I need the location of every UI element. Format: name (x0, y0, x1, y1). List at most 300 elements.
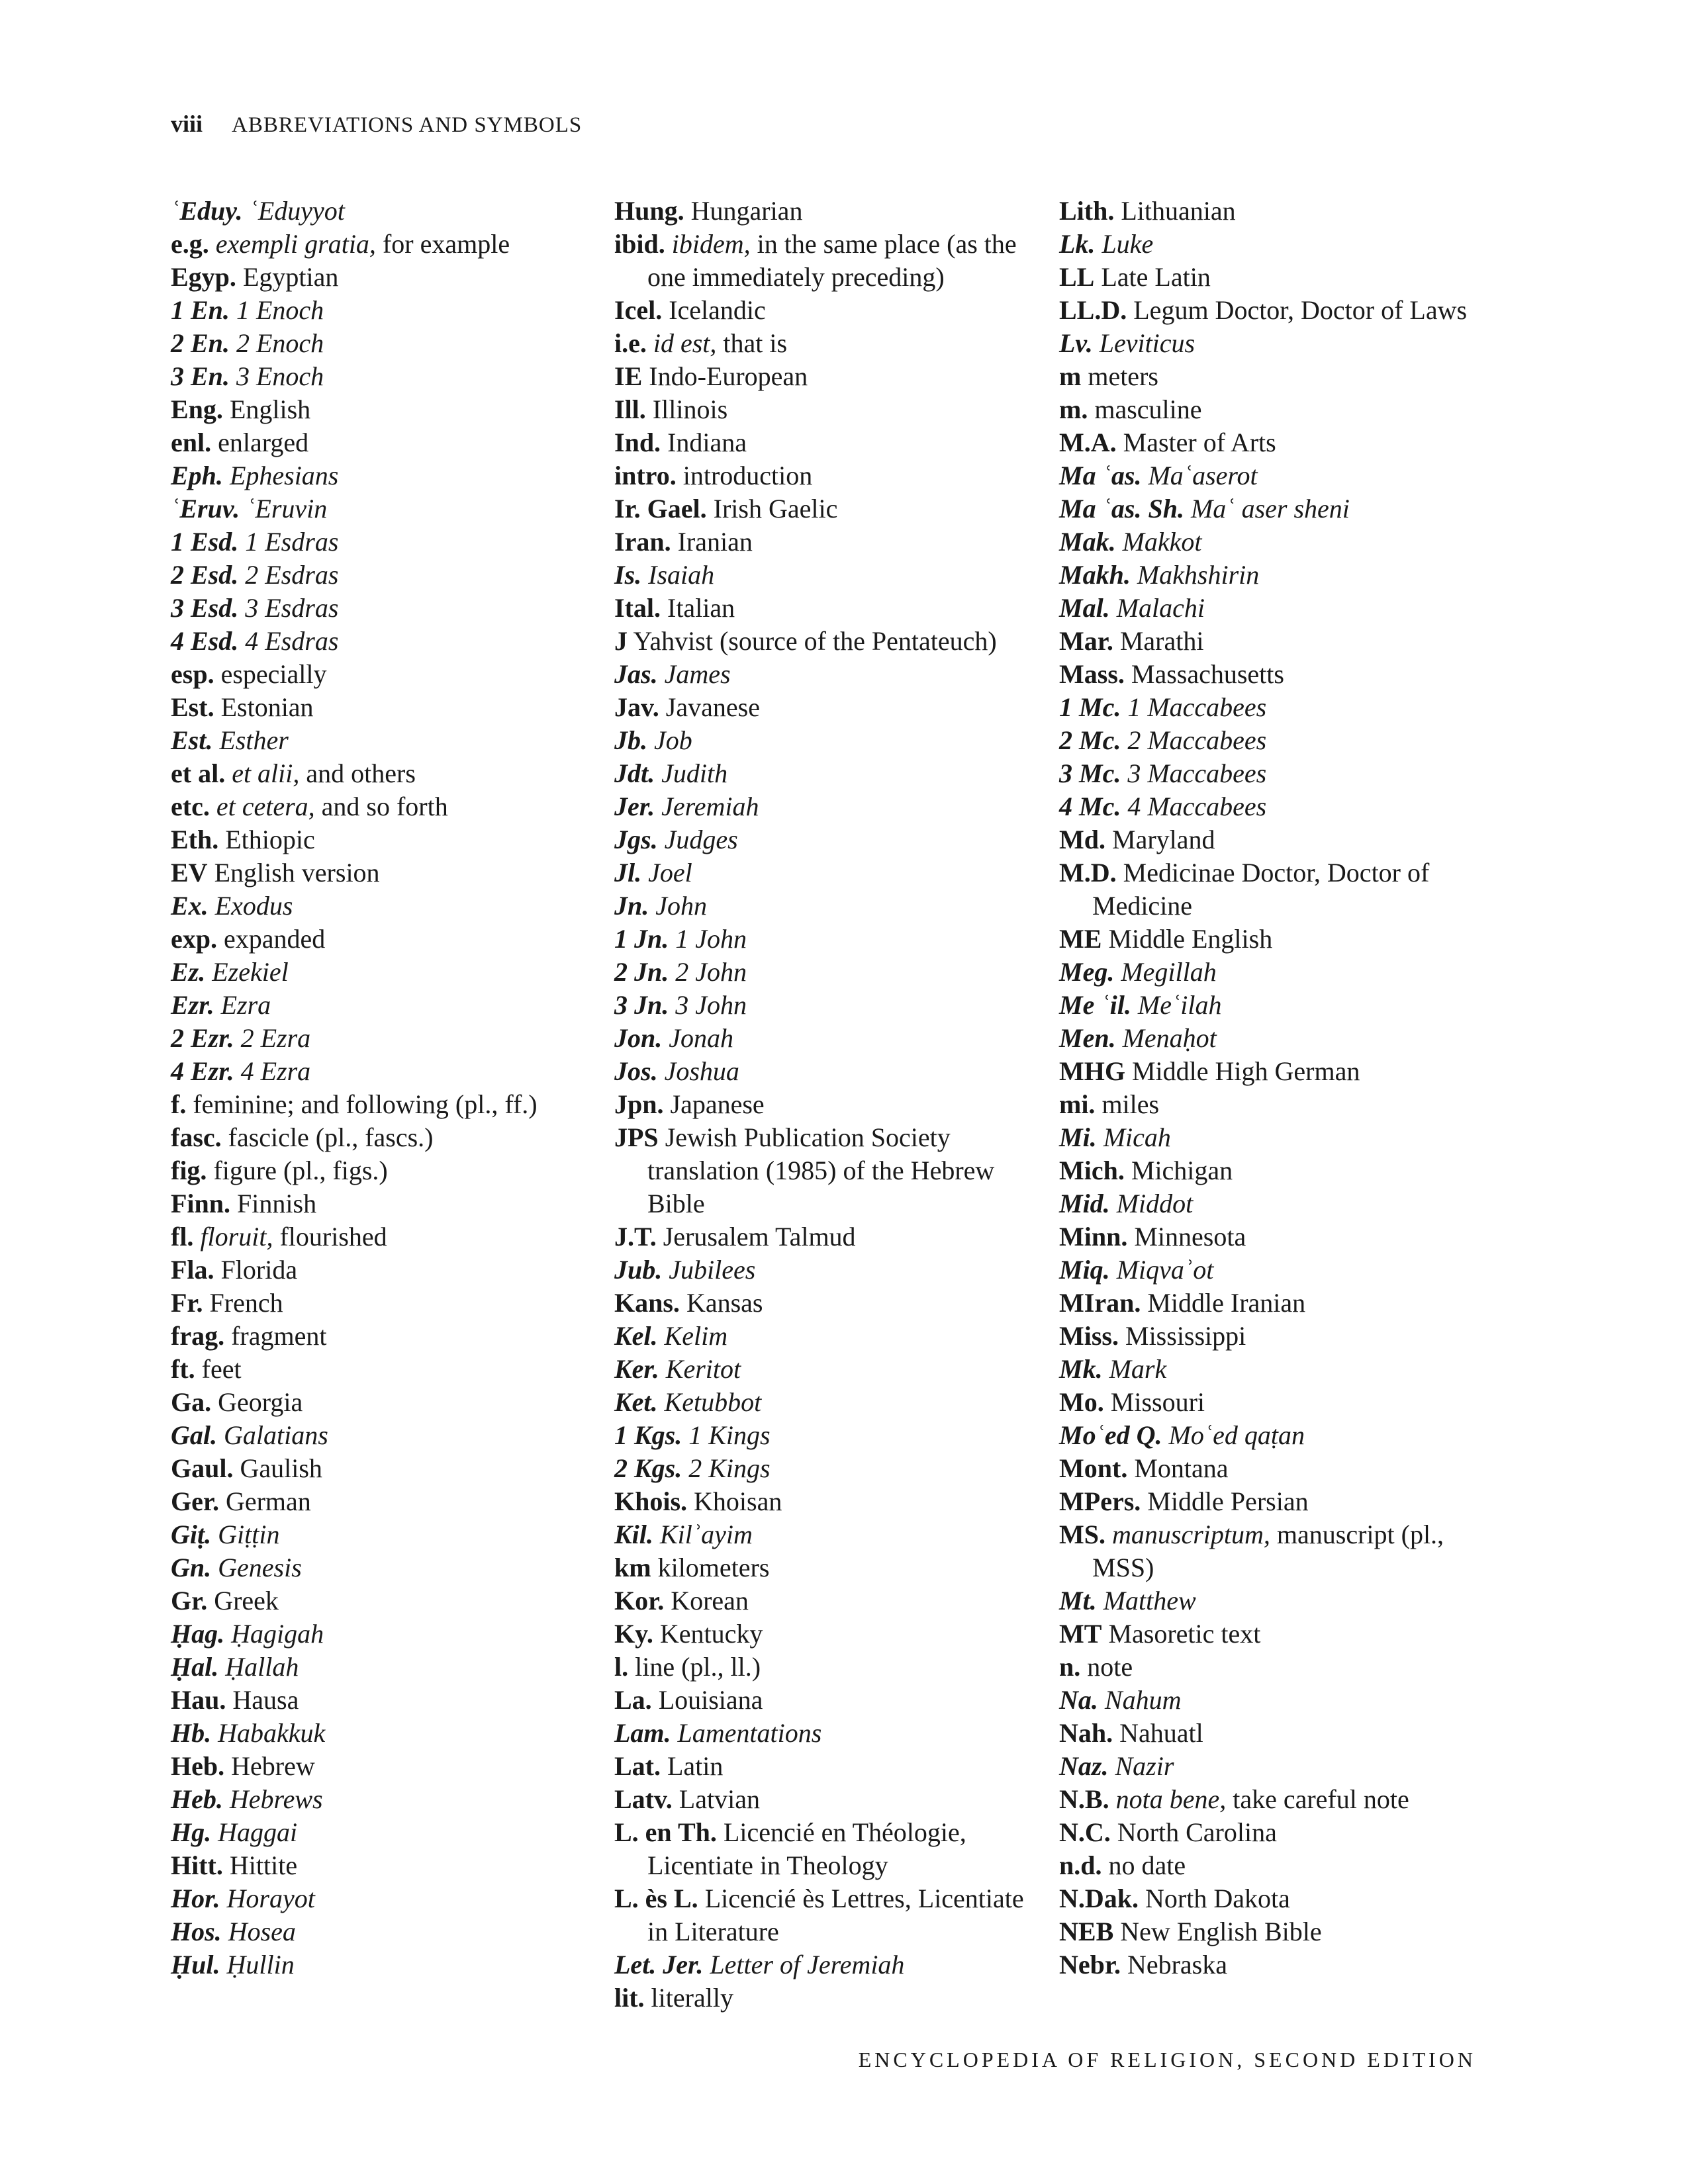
abbreviation-entry (1059, 1220, 1496, 1253)
abbreviation: Let. Jer. (614, 1950, 704, 1979)
expansion-note: for example (375, 229, 510, 259)
abbreviation-entry (171, 1915, 601, 1948)
expansion: Korean (671, 1586, 749, 1615)
abbreviation: Ma ʿas. (1059, 461, 1142, 490)
abbreviation-entry (1059, 1684, 1496, 1717)
abbreviation: Ex. (171, 891, 209, 921)
abbreviation-entry (1059, 1750, 1496, 1783)
expansion: line (pl., ll.) (635, 1652, 761, 1682)
expansion: 2 John (675, 957, 747, 987)
abbreviation: enl. (171, 428, 212, 457)
expansion: Late Latin (1101, 262, 1211, 292)
abbreviation: JPS (614, 1122, 659, 1152)
abbreviation-entry (614, 1981, 1045, 2015)
abbreviation: 1 Jn. (614, 924, 669, 954)
abbreviation-entry (1059, 360, 1496, 393)
expansion: Icelandic (669, 295, 766, 325)
expansion: Javanese (665, 692, 760, 722)
expansion: Malachi (1116, 593, 1205, 623)
abbreviation-entry (1059, 1320, 1496, 1353)
abbreviation-entry (1059, 724, 1496, 757)
abbreviation: 1 Mc. (1059, 692, 1121, 722)
running-head: ABBREVIATIONS AND SYMBOLS (232, 113, 583, 137)
expansion: exempli gratia, (215, 229, 376, 259)
expansion: 1 Maccabees (1127, 692, 1267, 722)
expansion: 2 Kings (688, 1453, 771, 1483)
abbreviation: Giṭ. (171, 1520, 212, 1549)
abbreviation-entry (171, 757, 601, 790)
expansion: 3 Maccabees (1127, 758, 1267, 788)
abbreviation-entry (1059, 1088, 1496, 1121)
expansion: Finnish (237, 1189, 317, 1218)
expansion: Meʿilah (1137, 990, 1222, 1020)
expansion: Middle Iranian (1147, 1288, 1306, 1318)
abbreviation: Men. (1059, 1023, 1116, 1053)
expansion: ibidem, (671, 229, 751, 259)
abbreviation-entry (171, 261, 601, 294)
expansion: Hausa (232, 1685, 299, 1715)
abbreviation-entry (1059, 1915, 1496, 1948)
abbreviation-entry (614, 1022, 1045, 1055)
abbreviation-entry (1059, 327, 1496, 360)
abbreviation: Gaul. (171, 1453, 234, 1483)
expansion: Isaiah (648, 560, 715, 590)
abbreviation-entry (1059, 625, 1496, 658)
abbreviation-entry (1059, 1882, 1496, 1915)
abbreviation-entry (614, 492, 1045, 525)
expansion: Hittite (229, 1850, 298, 1880)
abbreviation: Heb. (171, 1751, 225, 1781)
expansion: North Dakota (1145, 1884, 1290, 1913)
abbreviation-entry (171, 360, 601, 393)
abbreviation: 1 Esd. (171, 527, 239, 557)
expansion: fascicle (pl., fascs.) (228, 1122, 434, 1152)
page-number: viii (171, 111, 203, 137)
expansion: Habakkuk (218, 1718, 326, 1748)
abbreviation-entry (614, 1816, 1045, 1882)
expansion: Job (654, 725, 692, 755)
abbreviation-entry (614, 1750, 1045, 1783)
abbreviation-entry (1059, 1187, 1496, 1220)
abbreviation-entry (614, 1584, 1045, 1617)
abbreviation: Mal. (1059, 593, 1110, 623)
abbreviation: Makh. (1059, 560, 1131, 590)
expansion: Leviticus (1099, 328, 1196, 358)
abbreviation-entry (1059, 989, 1496, 1022)
expansion: et cetera, (216, 792, 315, 821)
abbreviation-entry (614, 1419, 1045, 1452)
expansion: Missouri (1110, 1387, 1205, 1417)
abbreviation-entry (171, 1055, 601, 1088)
expansion: Jewish Publication Society translation (1985) of the Hebrew Bible (647, 1122, 995, 1218)
expansion: Licencié ès Lettres, Licentiate in Literature (647, 1884, 1024, 1946)
abbreviation-entry (614, 625, 1045, 658)
abbreviation: ME (1059, 924, 1102, 954)
expansion: especially (220, 659, 327, 689)
column-3 (1059, 195, 1496, 1981)
abbreviation-entry (1059, 195, 1496, 228)
abbreviation: Minn. (1059, 1222, 1128, 1251)
expansion: Menaḥot (1122, 1023, 1217, 1053)
expansion: et alii, (232, 758, 300, 788)
abbreviation: Ital. (614, 593, 661, 623)
abbreviation-entry (614, 1518, 1045, 1551)
abbreviation-entry (1059, 1849, 1496, 1882)
abbreviation-entry (614, 1088, 1045, 1121)
abbreviation: esp. (171, 659, 214, 689)
abbreviation-entry (614, 1253, 1045, 1287)
abbreviation: IE (614, 361, 643, 391)
abbreviation-entry (614, 658, 1045, 691)
abbreviation-entry (171, 1551, 601, 1584)
abbreviation: Ḥal. (171, 1652, 219, 1682)
abbreviation: etc. (171, 792, 210, 821)
abbreviation-entry (171, 492, 601, 525)
abbreviation: Jos. (614, 1056, 658, 1086)
expansion: Micah (1103, 1122, 1171, 1152)
abbreviation-entry (1059, 691, 1496, 724)
abbreviation-entry (171, 1750, 601, 1783)
abbreviation: 2 En. (171, 328, 230, 358)
abbreviation: Jub. (614, 1255, 663, 1285)
abbreviation-entry (1059, 559, 1496, 592)
abbreviation: Eph. (171, 461, 223, 490)
expansion: meters (1088, 361, 1158, 391)
abbreviation: Na. (1059, 1685, 1098, 1715)
abbreviation-entry (1059, 592, 1496, 625)
expansion: Yahvist (source of the Pentateuch) (633, 626, 997, 656)
abbreviation-entry (614, 1684, 1045, 1717)
abbreviation: 2 Mc. (1059, 725, 1121, 755)
abbreviation-entry (1059, 1353, 1496, 1386)
abbreviation-entry (614, 823, 1045, 856)
expansion-note: flourished (273, 1222, 387, 1251)
abbreviation: Latv. (614, 1784, 673, 1814)
expansion: German (225, 1486, 311, 1516)
abbreviation-entry (171, 1287, 601, 1320)
expansion: Mississippi (1125, 1321, 1246, 1351)
abbreviation: m. (1059, 394, 1088, 424)
abbreviation: Finn. (171, 1189, 231, 1218)
abbreviation-entry (614, 228, 1045, 294)
abbreviation-entry (614, 559, 1045, 592)
expansion: Licencié en Théologie, Licentiate in Theology (647, 1817, 966, 1880)
expansion: 2 Ezra (240, 1023, 311, 1053)
expansion: figure (pl., figs.) (213, 1156, 388, 1185)
abbreviation-entry (614, 393, 1045, 426)
expansion: Giṭṭin (218, 1520, 280, 1549)
expansion: manuscriptum, (1112, 1520, 1270, 1549)
abbreviation-entry (171, 1948, 601, 1981)
expansion: Letter of Jeremiah (710, 1950, 905, 1979)
expansion: note (1087, 1652, 1133, 1682)
abbreviation-entry (171, 1485, 601, 1518)
abbreviation-entry (614, 1287, 1045, 1320)
expansion: Ephesians (229, 461, 339, 490)
abbreviation: Miss. (1059, 1321, 1119, 1351)
abbreviation: Gal. (171, 1420, 217, 1450)
expansion: Kentucky (659, 1619, 763, 1649)
abbreviation-entry (614, 195, 1045, 228)
abbreviation: Hg. (171, 1817, 212, 1847)
expansion: Latvian (679, 1784, 760, 1814)
abbreviation-entry (171, 1022, 601, 1055)
expansion: James (664, 659, 731, 689)
abbreviation-entry (614, 1651, 1045, 1684)
expansion: French (209, 1288, 283, 1318)
abbreviation-entry (171, 1584, 601, 1617)
abbreviation: Jav. (614, 692, 659, 722)
expansion-note: in the same place (as the one immediately preceding) (647, 229, 1017, 292)
expansion: kilometers (657, 1553, 770, 1582)
abbreviation-entry (614, 1551, 1045, 1584)
expansion: Exodus (214, 891, 293, 921)
expansion-note: manuscript (pl., MSS) (1092, 1520, 1444, 1582)
abbreviation-entry (614, 1220, 1045, 1253)
abbreviation-entry (614, 1717, 1045, 1750)
abbreviation: Ker. (614, 1354, 659, 1384)
abbreviation: Ger. (171, 1486, 219, 1516)
abbreviation-entry (1059, 790, 1496, 823)
expansion: Ketubbot (664, 1387, 762, 1417)
abbreviation: Lat. (614, 1751, 661, 1781)
abbreviation: 2 Jn. (614, 957, 669, 987)
expansion: Montana (1134, 1453, 1229, 1483)
abbreviation: L. ès L. (614, 1884, 698, 1913)
abbreviation-entry (614, 426, 1045, 459)
abbreviation-entry (1059, 1452, 1496, 1485)
abbreviation-entry (614, 956, 1045, 989)
expansion: Massachusetts (1131, 659, 1284, 689)
expansion: Jerusalem Talmud (663, 1222, 856, 1251)
expansion: Latin (667, 1751, 724, 1781)
abbreviation: Ill. (614, 394, 646, 424)
abbreviation: ʿEduy. (171, 196, 243, 226)
abbreviation: Mass. (1059, 659, 1125, 689)
abbreviation: ibid. (614, 229, 665, 259)
abbreviation: Est. (171, 692, 214, 722)
expansion: North Carolina (1117, 1817, 1277, 1847)
abbreviation: N.B. (1059, 1784, 1109, 1814)
abbreviation: Icel. (614, 295, 663, 325)
abbreviation: Ind. (614, 428, 661, 457)
abbreviation: Mar. (1059, 626, 1113, 656)
abbreviation-entry (1059, 459, 1496, 492)
abbreviation-entry (171, 1253, 601, 1287)
abbreviation-entry (171, 592, 601, 625)
expansion: 2 Enoch (236, 328, 324, 358)
expansion: ʿEruvin (246, 494, 328, 523)
expansion: Judith (661, 758, 728, 788)
expansion: Joel (648, 858, 692, 887)
expansion: Maʿaserot (1148, 461, 1258, 490)
abbreviation-entry (171, 625, 601, 658)
abbreviation-entry (614, 1121, 1045, 1220)
expansion: Masoretic text (1108, 1619, 1261, 1649)
abbreviation-entry (614, 989, 1045, 1022)
abbreviation: l. (614, 1652, 629, 1682)
abbreviation-entry (1059, 1518, 1496, 1584)
expansion: Middot (1116, 1189, 1194, 1218)
expansion: Minnesota (1134, 1222, 1246, 1251)
expansion: Khoisan (694, 1486, 782, 1516)
expansion: Kelim (664, 1321, 728, 1351)
abbreviation: LL.D. (1059, 295, 1127, 325)
abbreviation-entry (171, 691, 601, 724)
expansion-note: take careful note (1226, 1784, 1409, 1814)
expansion: Maryland (1112, 825, 1215, 854)
abbreviation-entry (1059, 1022, 1496, 1055)
abbreviation: mi. (1059, 1089, 1096, 1119)
abbreviation-entry (614, 1783, 1045, 1816)
abbreviation: Jl. (614, 858, 642, 887)
abbreviation: Mont. (1059, 1453, 1128, 1483)
abbreviation: Ma ʿas. Sh. (1059, 494, 1184, 523)
abbreviation-entry (171, 724, 601, 757)
abbreviation-entry (1059, 393, 1496, 426)
abbreviation: N.C. (1059, 1817, 1111, 1847)
abbreviation: Lith. (1059, 196, 1115, 226)
abbreviation: Nah. (1059, 1718, 1113, 1748)
expansion-note: and so forth (314, 792, 448, 821)
abbreviation: 3 Mc. (1059, 758, 1121, 788)
expansion: 1 Esdras (245, 527, 339, 557)
expansion: Estonian (220, 692, 314, 722)
abbreviation-entry (1059, 757, 1496, 790)
expansion: Legum Doctor, Doctor of Laws (1133, 295, 1468, 325)
abbreviation-entry (1059, 1816, 1496, 1849)
abbreviation: Khois. (614, 1486, 688, 1516)
abbreviation: e.g. (171, 229, 209, 259)
expansion: Makkot (1122, 527, 1202, 557)
expansion: miles (1102, 1089, 1160, 1119)
abbreviation-entry (1059, 1386, 1496, 1419)
expansion: Italian (667, 593, 735, 623)
abbreviation-entry (1059, 1948, 1496, 1981)
abbreviation-entry (171, 1121, 601, 1154)
column-1 (171, 195, 601, 1981)
expansion: Lamentations (677, 1718, 822, 1748)
abbreviation: frag. (171, 1321, 225, 1351)
abbreviation-entry (1059, 923, 1496, 956)
expansion: Gaulish (240, 1453, 322, 1483)
expansion: Irish Gaelic (713, 494, 838, 523)
abbreviation: L. en Th. (614, 1817, 717, 1847)
abbreviation: Me ʿil. (1059, 990, 1131, 1020)
abbreviation-entry (1059, 492, 1496, 525)
abbreviation: fig. (171, 1156, 207, 1185)
abbreviation: Mt. (1059, 1586, 1097, 1615)
abbreviation: Is. (614, 560, 642, 590)
abbreviation: Jdt. (614, 758, 655, 788)
expansion: Indiana (667, 428, 747, 457)
abbreviation-entry (171, 1154, 601, 1187)
expansion: Matthew (1103, 1586, 1196, 1615)
abbreviation-entry (171, 327, 601, 360)
abbreviation-entry (1059, 1584, 1496, 1617)
abbreviation-entry (171, 1783, 601, 1816)
abbreviation-entry (614, 1948, 1045, 1981)
abbreviation-entry (614, 1353, 1045, 1386)
expansion: Marathi (1119, 626, 1204, 656)
abbreviation-entry (171, 1088, 601, 1121)
abbreviation-entry (171, 1419, 601, 1452)
expansion: 1 Enoch (236, 295, 324, 325)
abbreviation: Jer. (614, 792, 655, 821)
abbreviation-entry (171, 525, 601, 559)
abbreviation: m (1059, 361, 1082, 391)
abbreviation: Jon. (614, 1023, 663, 1053)
abbreviation: Mich. (1059, 1156, 1125, 1185)
abbreviation-entry (171, 989, 601, 1022)
expansion: Louisiana (658, 1685, 763, 1715)
abbreviation: Mo. (1059, 1387, 1104, 1417)
expansion: enlarged (218, 428, 309, 457)
abbreviation-entry (614, 1055, 1045, 1088)
abbreviation: Gn. (171, 1553, 212, 1582)
abbreviation-entry (1059, 525, 1496, 559)
abbreviation-entry (171, 1684, 601, 1717)
abbreviation: f. (171, 1089, 187, 1119)
abbreviation: 3 Jn. (614, 990, 669, 1020)
expansion: English (229, 394, 311, 424)
abbreviation: Ir. Gael. (614, 494, 707, 523)
abbreviation-entry (614, 724, 1045, 757)
abbreviation: MT (1059, 1619, 1102, 1649)
abbreviation-entry (1059, 1419, 1496, 1452)
abbreviation-entry (1059, 1651, 1496, 1684)
expansion: Maʿ aser sheni (1190, 494, 1350, 523)
abbreviation: 4 Mc. (1059, 792, 1121, 821)
expansion: Jonah (669, 1023, 734, 1053)
expansion: Georgia (218, 1387, 303, 1417)
abbreviation-entry (614, 360, 1045, 393)
abbreviation: Moʿed Q. (1059, 1420, 1162, 1450)
abbreviation-entry (171, 228, 601, 261)
expansion: Nahum (1104, 1685, 1182, 1715)
abbreviation: Mid. (1059, 1189, 1110, 1218)
abbreviation: Eng. (171, 394, 223, 424)
abbreviation: Meg. (1059, 957, 1115, 987)
abbreviation-entry (614, 1617, 1045, 1651)
abbreviation: NEB (1059, 1917, 1114, 1946)
expansion: Nazir (1115, 1751, 1174, 1781)
abbreviation-entry (171, 1617, 601, 1651)
abbreviation: Hitt. (171, 1850, 223, 1880)
expansion: id est, (653, 328, 717, 358)
abbreviation: i.e. (614, 328, 647, 358)
abbreviation: Est. (171, 725, 213, 755)
abbreviation-entry (1059, 1783, 1496, 1816)
abbreviation: Lk. (1059, 229, 1096, 259)
abbreviation: 2 Ezr. (171, 1023, 234, 1053)
expansion: Galatians (224, 1420, 328, 1450)
abbreviation-entry (614, 889, 1045, 923)
abbreviation: 4 Esd. (171, 626, 239, 656)
abbreviation-entry (171, 790, 601, 823)
expansion: Lithuanian (1121, 196, 1236, 226)
expansion: Kilʾayim (659, 1520, 753, 1549)
abbreviation-entry (1059, 1287, 1496, 1320)
abbreviation: MHG (1059, 1056, 1125, 1086)
expansion: Keritot (665, 1354, 741, 1384)
abbreviation: Ket. (614, 1387, 658, 1417)
expansion: Nebraska (1127, 1950, 1228, 1979)
abbreviation-entry (614, 923, 1045, 956)
abbreviation: Jas. (614, 659, 658, 689)
abbreviation: Hb. (171, 1718, 212, 1748)
expansion: floruit, (200, 1222, 273, 1251)
